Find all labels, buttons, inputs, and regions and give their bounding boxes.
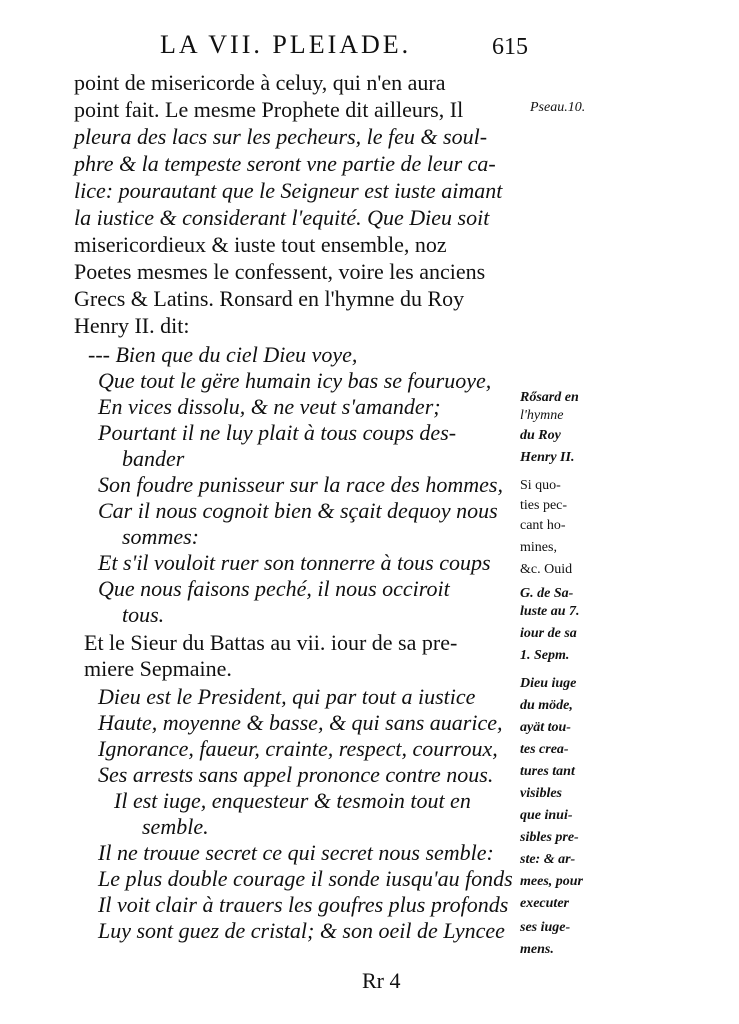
text-line: Henry II. dit: <box>74 313 190 338</box>
text-line: pleura des lacs sur les pecheurs, le feu & soul- <box>74 124 488 149</box>
signature-mark: Rr 4 <box>362 968 401 993</box>
margin-note: Pseau.10. <box>530 100 586 115</box>
margin-note: que inui- <box>520 808 573 823</box>
margin-note: Henry II. <box>520 450 575 465</box>
running-head-title: LA VII. PLEIADE. <box>160 30 412 59</box>
verse-line: Que tout le gëre humain icy bas se fouruoye, <box>98 368 492 393</box>
verse-line: Il voit clair à trauers les goufres plus profonds <box>98 892 509 917</box>
margin-note: ayät tou- <box>520 720 571 735</box>
verse-line: Il ne trouue secret ce qui secret nous semble: <box>98 840 494 865</box>
text-line: point fait. Le mesme Prophete dit ailleurs, Il <box>74 97 464 122</box>
verse-line: Haute, moyenne & basse, & qui sans auarice, <box>98 710 503 735</box>
text-line: miere Sepmaine. <box>84 656 232 681</box>
verse-line: Pourtant il ne luy plait à tous coups des- <box>98 420 457 445</box>
margin-note: du Roy <box>520 428 561 443</box>
margin-note: Rősard en <box>520 390 579 405</box>
verse-line: Luy sont guez de cristal; & son oeil de Lyncee <box>98 918 505 943</box>
text-line: la iustice & considerant l'equité. Que Dieu soit <box>74 205 490 230</box>
verse-line: Dieu est le President, qui par tout a iustice <box>98 684 476 709</box>
margin-note: luste au 7. <box>520 604 580 619</box>
verse-line: Le plus double courage il sonde iusqu'au fonds <box>98 866 513 891</box>
margin-note: ses iuge- <box>520 920 571 935</box>
text-line: lice: pourautant que le Seigneur est iuste aimant <box>74 178 503 203</box>
margin-note: tures tant <box>520 764 575 779</box>
margin-note: du möde, <box>520 698 573 713</box>
text-line: point de misericorde à celuy, qui n'en aura <box>74 70 446 95</box>
text-line: Et le Sieur du Battas au vii. iour de sa pre- <box>84 630 458 655</box>
margin-note: l'hymne <box>520 408 564 423</box>
margin-note: Si quo- <box>520 478 561 493</box>
verse-line: bander <box>122 446 185 471</box>
verse-line: tous. <box>122 602 165 627</box>
margin-note: visibles <box>520 786 562 801</box>
verse-line: Car il nous cognoit bien & sçait dequoy nous <box>98 498 498 523</box>
margin-note: 1. Sepm. <box>520 648 570 663</box>
text-line: phre & la tempeste seront vne partie de leur ca- <box>74 151 496 176</box>
page-number: 615 <box>492 34 528 60</box>
text-line: Grecs & Latins. Ronsard en l'hymne du Roy <box>74 286 465 311</box>
margin-note: tes crea- <box>520 742 569 757</box>
margin-note: executer <box>520 896 569 911</box>
margin-note: Dieu iuge <box>520 676 577 691</box>
verse-line: Et s'il vouloit ruer son tonnerre à tous coups <box>98 550 491 575</box>
verse-line: Ses arrests sans appel prononce contre nous. <box>98 762 494 787</box>
verse-line: Que nous faisons peché, il nous occiroit <box>98 576 450 601</box>
margin-note: ties pec- <box>520 498 568 513</box>
verse-line: En vices dissolu, & ne veut s'amander; <box>98 394 441 419</box>
margin-note: sibles pre- <box>520 830 579 845</box>
margin-note: mees, pour <box>520 874 583 889</box>
text-line: misericordieux & iuste tout ensemble, noz <box>74 232 447 257</box>
margin-note: G. de Sa- <box>520 586 574 601</box>
margin-note: &c. Ouid <box>520 562 573 577</box>
verse-line: sommes: <box>122 524 199 549</box>
margin-note: cant ho- <box>520 518 566 533</box>
verse-line: --- Bien que du ciel Dieu voye, <box>88 342 358 367</box>
verse-line: Il est iuge, enquesteur & tesmoin tout en <box>114 788 471 813</box>
text-line: Poetes mesmes le confessent, voire les anciens <box>74 259 486 284</box>
verse-line: Son foudre punisseur sur la race des hommes, <box>98 472 503 497</box>
margin-note: iour de sa <box>520 626 577 641</box>
verse-line: semble. <box>142 814 209 839</box>
margin-note: mens. <box>520 942 554 957</box>
margin-note: mines, <box>520 540 557 555</box>
verse-line: Ignorance, faueur, crainte, respect, courroux, <box>98 736 498 761</box>
margin-note: ste: & ar- <box>520 852 576 867</box>
